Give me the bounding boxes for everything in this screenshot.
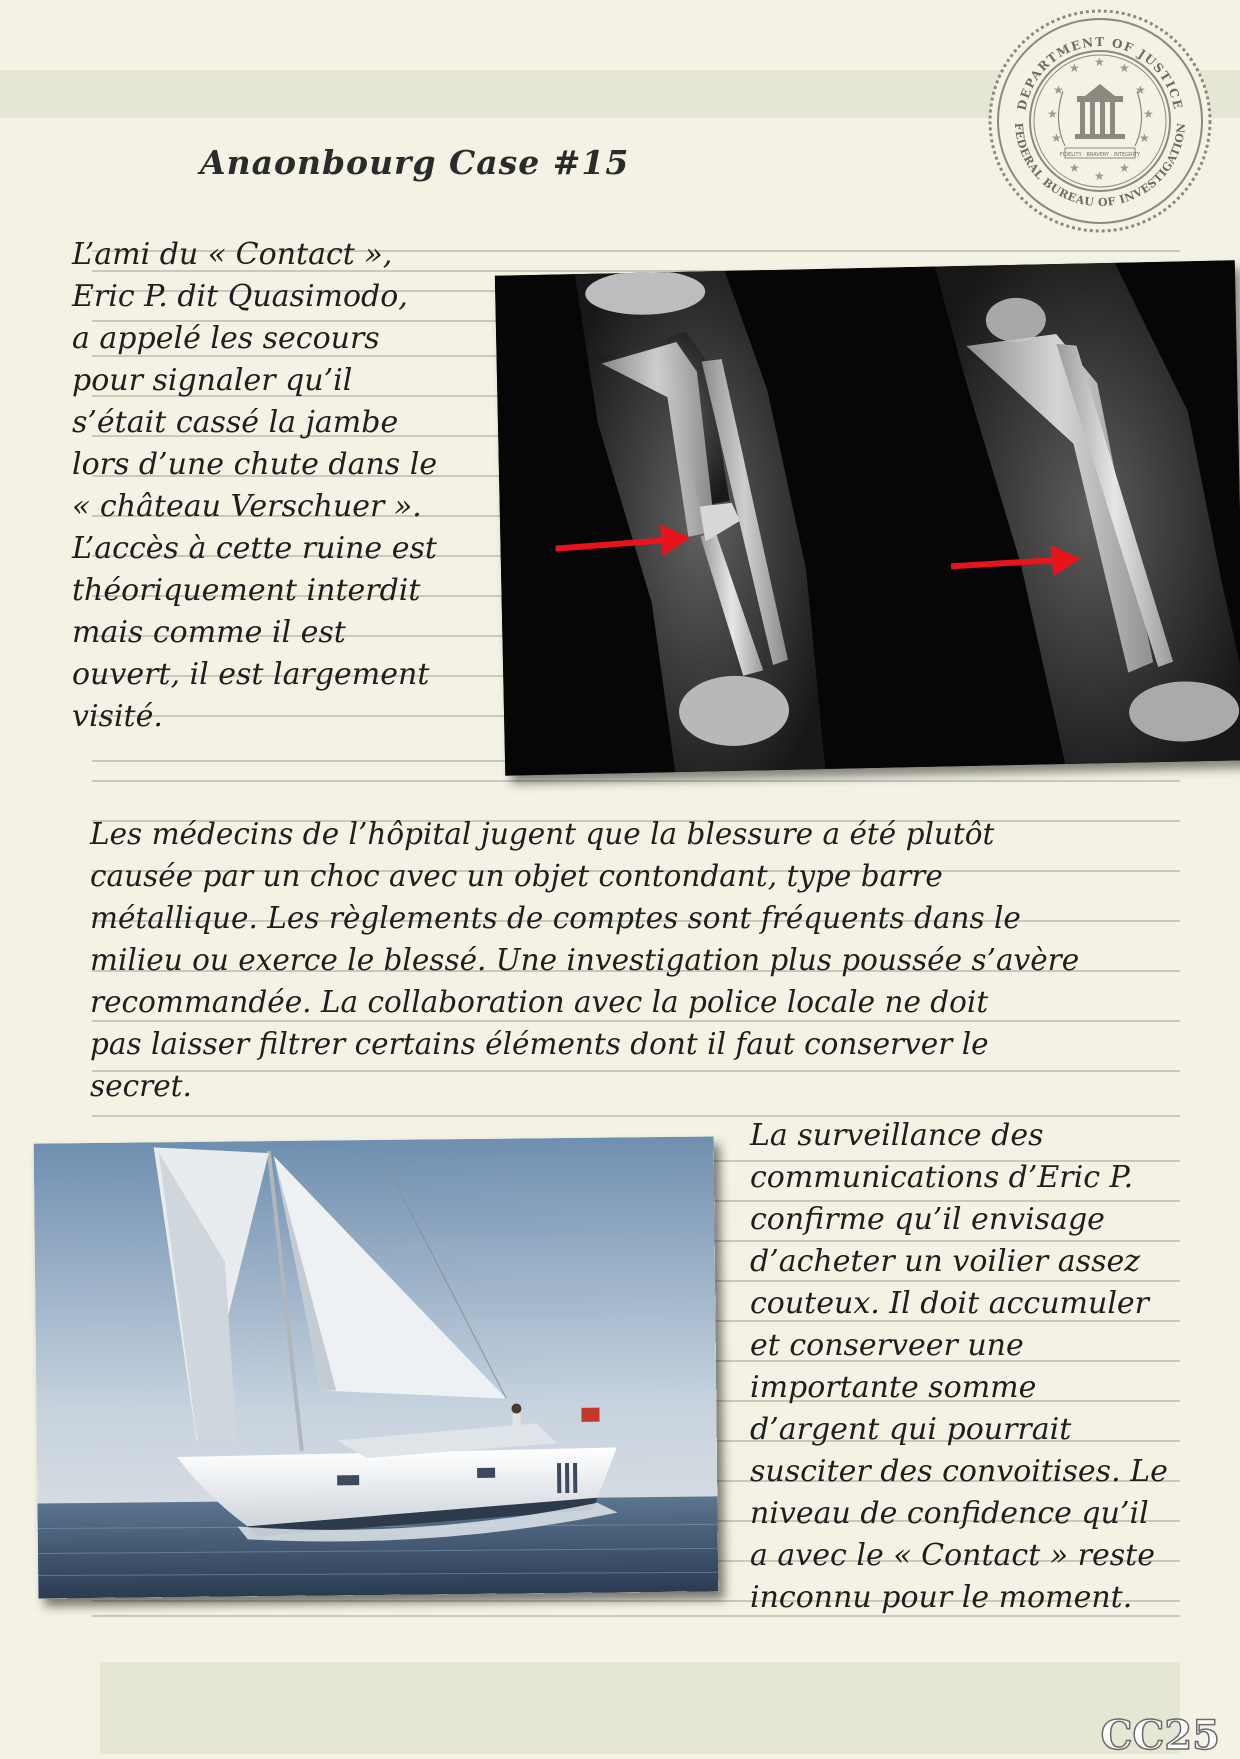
- bottom-band: [100, 1662, 1180, 1754]
- svg-text:★: ★: [1069, 61, 1080, 75]
- text-line: communications d’Eric P.: [750, 1160, 1134, 1195]
- paragraph-doctors: [90, 813, 1200, 1107]
- text-line: recommandée. La collaboration avec la police locale ne doit: [90, 985, 989, 1019]
- text-line: ouvert, il est largement: [72, 657, 430, 692]
- text-line: s’était cassé la jambe: [72, 405, 399, 440]
- text-line: mais comme il est: [72, 615, 346, 650]
- text-line: « château Verschuer ».: [72, 489, 422, 524]
- svg-text:★: ★: [1119, 161, 1130, 175]
- text-line: L’ami du « Contact »,: [72, 237, 393, 272]
- text-line: théoriquement interdit: [72, 573, 421, 608]
- svg-text:★: ★: [1047, 107, 1058, 121]
- text-line: causée par un choc avec un objet contondant, type barre: [90, 859, 943, 893]
- svg-text:★: ★: [1094, 55, 1105, 69]
- text-line: a avec le « Contact » reste: [750, 1538, 1155, 1573]
- text-line: susciter des convoitises. Le: [750, 1454, 1168, 1489]
- seal-text-bottom: FEDERAL BUREAU OF INVESTIGATION: [1011, 122, 1189, 210]
- text-line: pas laisser filtrer certains éléments dont il faut conserver le: [90, 1027, 989, 1061]
- seal-motto: FIDELITY · BRAVERY · INTEGRITY: [1059, 152, 1141, 158]
- text-line: Eric P. dit Quasimodo,: [72, 279, 408, 314]
- xray-leg-photo: [495, 260, 1240, 775]
- text-line: et conserveer une: [750, 1328, 1024, 1363]
- text-line: Les médecins de l’hôpital jugent que la blessure a été plutôt: [90, 817, 995, 851]
- text-line: secret.: [90, 1069, 192, 1103]
- text-line: niveau de confidence qu’il: [750, 1496, 1149, 1531]
- paragraph-intro: [72, 234, 512, 738]
- text-line: importante somme: [750, 1370, 1037, 1405]
- svg-text:★: ★: [1119, 61, 1130, 75]
- svg-text:★: ★: [1053, 83, 1064, 97]
- text-line: a appelé les secours: [72, 321, 380, 356]
- text-line: confirme qu’il envisage: [750, 1202, 1105, 1237]
- fbi-seal-icon: [985, 6, 1215, 236]
- text-line: inconnu pour le moment.: [750, 1580, 1133, 1615]
- page-code: CC25: [1100, 1712, 1220, 1759]
- text-line: milieu ou exerce le blessé. Une investigation plus poussée s’avère: [90, 943, 1080, 977]
- text-line: lors d’une chute dans le: [72, 447, 438, 482]
- text-line: d’argent qui pourrait: [750, 1412, 1072, 1447]
- seal-text-top: DEPARTMENT OF JUSTICE: [1014, 34, 1186, 112]
- svg-text:★: ★: [1094, 169, 1105, 183]
- text-line: métallique. Les règlements de comptes sont fréquents dans le: [90, 901, 1021, 935]
- svg-text:★: ★: [1143, 107, 1154, 121]
- text-line: La surveillance des: [750, 1118, 1044, 1153]
- text-line: L’accès à cette ruine est: [72, 531, 437, 566]
- text-line: couteux. Il doit accumuler: [750, 1286, 1150, 1321]
- ruled-line: [92, 780, 1180, 782]
- text-line: d’acheter un voilier assez: [750, 1244, 1141, 1279]
- svg-text:★: ★: [1051, 131, 1062, 145]
- paragraph-surveillance: [750, 1115, 1220, 1619]
- sailboat-photo: [34, 1136, 719, 1598]
- svg-text:★: ★: [1135, 83, 1146, 97]
- svg-text:★: ★: [1069, 161, 1080, 175]
- page-title: Anaonbourg Case #15: [200, 143, 630, 182]
- text-line: pour signaler qu’il: [72, 363, 353, 398]
- text-line: visité.: [72, 699, 163, 734]
- svg-text:★: ★: [1139, 131, 1150, 145]
